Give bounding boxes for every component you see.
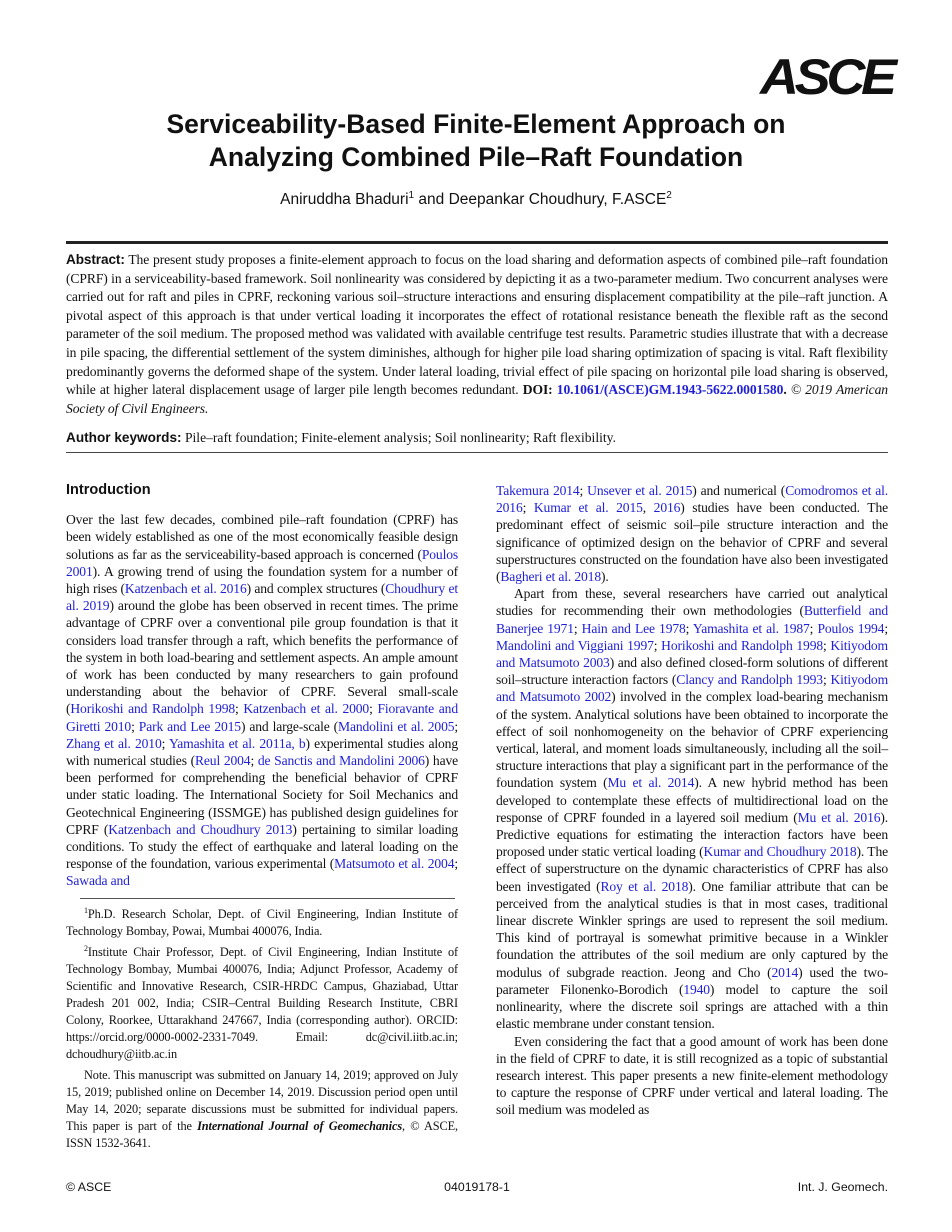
body-text: ) around the globe has been observed in recent times. The prime advantage of CPRF over a conventional pile group foundation is that it considers load transfer through a raft, which benefits the performance of the system in both load-bearing and settlement aspects. An ample amount of work has been conducted by many researchers to gain profound understanding about the behavior of CPRF. Several small-scale ( <box>66 598 458 717</box>
body-text: ; <box>522 500 534 516</box>
citation-link[interactable]: Kumar et al. 2015 <box>533 500 643 516</box>
author-joiner: and <box>414 191 449 209</box>
citation-link[interactable]: Katzenbach et al. 2000 <box>243 701 370 717</box>
asce-logo: ASCE <box>760 49 893 105</box>
citation-link[interactable]: Clancy and Randolph 1993 <box>676 672 823 688</box>
body-text: ; <box>131 718 139 734</box>
body-text: ) and also defined closed-form solutions of different soil–structure interaction factors ( <box>496 655 888 688</box>
footnote-rule <box>80 898 455 899</box>
citation-link[interactable]: Katzenbach and Choudhury 2013 <box>108 821 293 837</box>
body-text: ; <box>809 620 818 636</box>
citation-link[interactable]: Comodromos et al. 2016 <box>496 483 888 516</box>
citation-link[interactable]: Matsumoto et al. 2004 <box>334 856 455 872</box>
right-paragraphs <box>496 482 888 1119</box>
citation-link[interactable]: Fioravante and Giretti 2010 <box>66 701 458 734</box>
citation-link[interactable]: Choudhury et al. 2019 <box>66 581 458 614</box>
body-text: Even considering the fact that a good amount of work has been done in the field of CPRF to date, it is still recognized as a topic of substantial research interest. This paper presents a new finite-element methodology to capture the response of CPRF under vertical and lateral loading. The soil medium was modeled as <box>496 1033 888 1118</box>
author-affiliation-mark: 2 <box>666 190 672 201</box>
body-text: Apart from these, several researchers have carried out analytical studies for recommending their own methodologies ( <box>496 586 888 619</box>
abstract-label: Abstract: <box>66 252 125 267</box>
body-text: ) involved in the complex load-bearing mechanism of the system. Analytical solutions have been obtained to incorporate the effect of soil nonhomogeneity on the behavior of CPRF experiencing vertical, lateral, and moment loads simultaneously, including all the soil–structure interactions that play a significant part in the performance of the foundation system ( <box>496 689 889 791</box>
citation-link[interactable]: Poulos 1994 <box>817 620 885 636</box>
title-line: Analyzing Combined Pile–Raft Foundation <box>208 142 744 172</box>
author-name: Deepankar Choudhury, F.ASCE <box>448 191 667 209</box>
citation-link[interactable]: Horikoshi and Randolph 1998 <box>661 637 823 653</box>
left-column-wrapper <box>66 482 458 1152</box>
body-paragraph <box>66 511 458 889</box>
body-text: ) have been performed for comprehending the beneficial behavior of CPRF under static loading. The International Society for Soil Mechanics and Geotechnical Engineering (ISSMGE) has published design guidelines for CPRF ( <box>66 753 458 837</box>
body-paragraph <box>496 482 888 585</box>
doi-end: . <box>783 382 791 398</box>
abstract-text: The present study proposes a finite-element approach to focus on the load sharing and deformation aspects of combined pile–raft foundation (CPRF) in a serviceability-based framework. Soil nonlinearity was considered by depicting it as a two-parameter medium. Two concurrent analyses were carried out for raft and piles in CPRF, reckoning various soil–structure interactions and ensuring displacement compatibility at the pile–raft junction. A pivotal aspect of this approach is that under vertical loading it incorporates the effect of rotational resistance beneath the flexible raft as the second parameter of the soil medium. The proposed method was validated with available centrifuge test results. Parametric studies illustrate that with a decrease in pile spacing, the differential settlement of the system diminishes, although for higher pile load sharing optimization of spacing is vital. Raft flexibility predominantly governs the deformed shape of the system. Under lateral loading, trivial effect of pile spacing on horizontal pile load sharing is observed, while at higher lateral displacement usage of larger pile length becomes redundant. <box>66 252 888 398</box>
body-text: ) and large-scale ( <box>240 718 339 734</box>
paper-title <box>0 108 952 174</box>
body-text: ). A new hybrid method has been developed to contemplate these effects of multidirectional load on the response of CPRF founded in a layered soil medium ( <box>496 775 888 825</box>
body-text: ) pertaining to similar loading conditions. To study the effect of earthquake and lateral loading on the response of the foundation, various experimental ( <box>66 821 459 872</box>
body-text: ) model to capture the soil nonlinearity, where the discrete soil springs are attached with a thin elastic membrane under constant tension. <box>496 981 888 1032</box>
footer-page-id: 04019178-1 <box>444 1180 510 1194</box>
citation-link[interactable]: Katzenbach et al. 2016 <box>124 581 247 597</box>
author-list <box>0 190 952 209</box>
left-column <box>66 482 458 890</box>
citation-link[interactable]: Reul 2004 <box>195 753 251 769</box>
author-keywords <box>66 430 888 446</box>
citation-link[interactable]: Mandolini et al. 2005 <box>338 718 455 734</box>
doi-label: DOI: <box>522 382 557 398</box>
citation-link[interactable]: Zhang et al. 2010 <box>66 735 162 751</box>
citation-link[interactable]: Kitiyodom and Matsumoto 2003 <box>496 637 888 671</box>
citation-link[interactable]: Sawada and <box>66 873 130 889</box>
citation-link[interactable]: Kumar and Choudhury 2018 <box>703 844 857 860</box>
citation-link[interactable]: Unsever et al. 2015 <box>587 483 693 498</box>
citation-link[interactable]: Bagheri et al. 2018 <box>500 569 601 585</box>
body-text: ; <box>573 620 582 636</box>
body-paragraph <box>496 1033 888 1119</box>
body-text: ). The effect of superstructure on the dynamic characteristics of CPRF has also been investigated ( <box>496 844 888 894</box>
body-text: ; <box>454 718 459 734</box>
left-paragraphs <box>66 511 458 889</box>
citation-link[interactable]: Poulos 2001 <box>66 546 458 579</box>
citation-link[interactable]: Takemura 2014 <box>496 483 580 498</box>
manuscript-note <box>66 1067 458 1152</box>
author-affiliation-mark: 1 <box>408 190 415 201</box>
citation-link[interactable]: 2016 <box>653 500 681 516</box>
body-text: , <box>642 500 654 516</box>
body-text: ) experimental studies along with numerical studies ( <box>66 735 458 769</box>
citation-link[interactable]: Kitiyodom and Matsumoto 2002 <box>496 672 888 705</box>
footnote-mark: 1 <box>84 905 88 915</box>
keywords-bottom-rule <box>66 452 888 453</box>
body-text: ) and numerical ( <box>692 483 786 498</box>
citation-link[interactable]: Mu et al. 2014 <box>607 775 695 791</box>
citation-link[interactable]: Mandolini and Viggiani 1997 <box>496 637 654 653</box>
note-end: , © ASCE, ISSN 1532-3641. <box>66 1118 458 1150</box>
keywords-text: Pile–raft foundation; Finite-element analysis; Soil nonlinearity; Raft flexibility. <box>181 430 616 445</box>
body-paragraph <box>496 585 888 1032</box>
body-text: ) studies have been conducted. The predominant effect of seismic soil–pile structure interaction and the significance of optimized design on the behavior of CPRF and several superstructures constructed on the foundation have also been investigated ( <box>496 500 888 585</box>
body-text: ; <box>250 753 258 769</box>
citation-link[interactable]: 1940 <box>683 981 710 997</box>
footnote-text: Institute Chair Professor, Dept. of Civil Engineering, Indian Institute of Technology Bombay, Mumbai 400076, India; Adjunct Professor, Academy of Scientific and Innovative Research, CSIR-HRDC Campus, Ghaziabad, Uttar Pradesh 201 002, India; CSIR–Central Building Research Institute, CBRI Colony, Roorkee, Uttarakhand 247667, India (corresponding author). ORCID: https://orcid.org/0000-0002-2331-7049. Email: dc@civil.iitb.ac.in; dchoudhury@iitb.ac.in <box>66 944 458 1061</box>
body-text: ). One familiar attribute that can be perceived from the analytical studies is that in most cases, traditional linear discrete Winkler springs are used to represent the soil medium. This kind of portrayal is somewhat primitive because in a Winkler foundation the attributes of the soil medium are only captured by the modulus of subgrade reaction. Jeong and Cho ( <box>496 878 888 980</box>
body-text: ) and complex structures ( <box>246 581 386 597</box>
body-text: ). <box>600 569 609 585</box>
right-column <box>496 482 888 1119</box>
page-footer <box>66 1180 888 1196</box>
abstract <box>66 251 888 418</box>
citation-link[interactable]: Yamashita et al. 2011a, b <box>168 735 306 751</box>
citation-link[interactable]: Yamashita et al. 1987 <box>692 620 810 636</box>
footnote-2 <box>66 940 458 1063</box>
body-text: ). Predictive equations for estimating the interaction factors have been proposed under static vertical loading ( <box>496 809 889 860</box>
author-name: Aniruddha Bhaduri <box>280 191 409 209</box>
body-text: ; <box>161 735 169 751</box>
citation-link[interactable]: Butterfield and Banerjee 1971 <box>496 603 888 636</box>
footer-journal: Int. J. Geomech. <box>797 1180 888 1194</box>
body-text: ; <box>823 637 831 653</box>
body-text: ; <box>579 483 588 498</box>
body-text: ; <box>822 672 831 688</box>
citation-link[interactable]: Park and Lee 2015 <box>138 718 241 734</box>
citation-link[interactable]: Horikoshi and Randolph 1998 <box>70 701 236 717</box>
body-text: ). A growing trend of using the foundation system for a number of high rises ( <box>66 563 458 597</box>
doi-link[interactable]: 10.1061/(ASCE)GM.1943-5622.0001580 <box>556 382 784 398</box>
journal-name: International Journal of Geomechanics <box>197 1118 403 1133</box>
body-text: ; <box>685 620 693 636</box>
footnotes <box>66 902 458 1152</box>
footnote-mark: 2 <box>84 943 88 953</box>
abstract-top-rule <box>66 241 888 244</box>
title-line: Serviceability-Based Finite-Element Approach on <box>166 109 786 139</box>
footer-copyright: © ASCE <box>66 1180 112 1194</box>
citation-link[interactable]: 2014 <box>771 964 799 980</box>
citation-link[interactable]: de Sanctis and Mandolini 2006 <box>257 753 425 769</box>
note-text: Note. This manuscript was submitted on January 14, 2019; approved on July 15, 2019; published online on December 14, 2019. Discussion period open until May 14, 2020; separate discussions must be submitted for individual papers. This paper is part of the <box>66 1067 458 1133</box>
citation-link[interactable]: Hain and Lee 1978 <box>581 620 686 636</box>
section-heading: Introduction <box>66 482 151 498</box>
footnote-1 <box>66 902 458 940</box>
body-text: ; <box>653 637 662 653</box>
body-text: ; <box>454 856 458 872</box>
keywords-label: Author keywords: <box>66 430 182 445</box>
citation-link[interactable]: Mu et al. 2016 <box>797 809 881 825</box>
body-text: Over the last few decades, combined pile–raft foundation (CPRF) has been widely established as one of the most economically feasible design solutions as far as the serviceability-based approach is concerned ( <box>66 512 458 562</box>
copyright: © 2019 American Society of Civil Engineers. <box>66 382 888 416</box>
body-text: ) used the two-parameter Filonenko-Borodich ( <box>496 964 888 997</box>
footnote-text: Ph.D. Research Scholar, Dept. of Civil Engineering, Indian Institute of Technology Bombay, Powai, Mumbai 400076, India. <box>66 906 458 938</box>
body-text: ; <box>369 701 378 717</box>
citation-link[interactable]: Roy et al. 2018 <box>600 878 689 894</box>
body-text: ; <box>235 701 244 717</box>
body-text: ; <box>884 620 888 636</box>
